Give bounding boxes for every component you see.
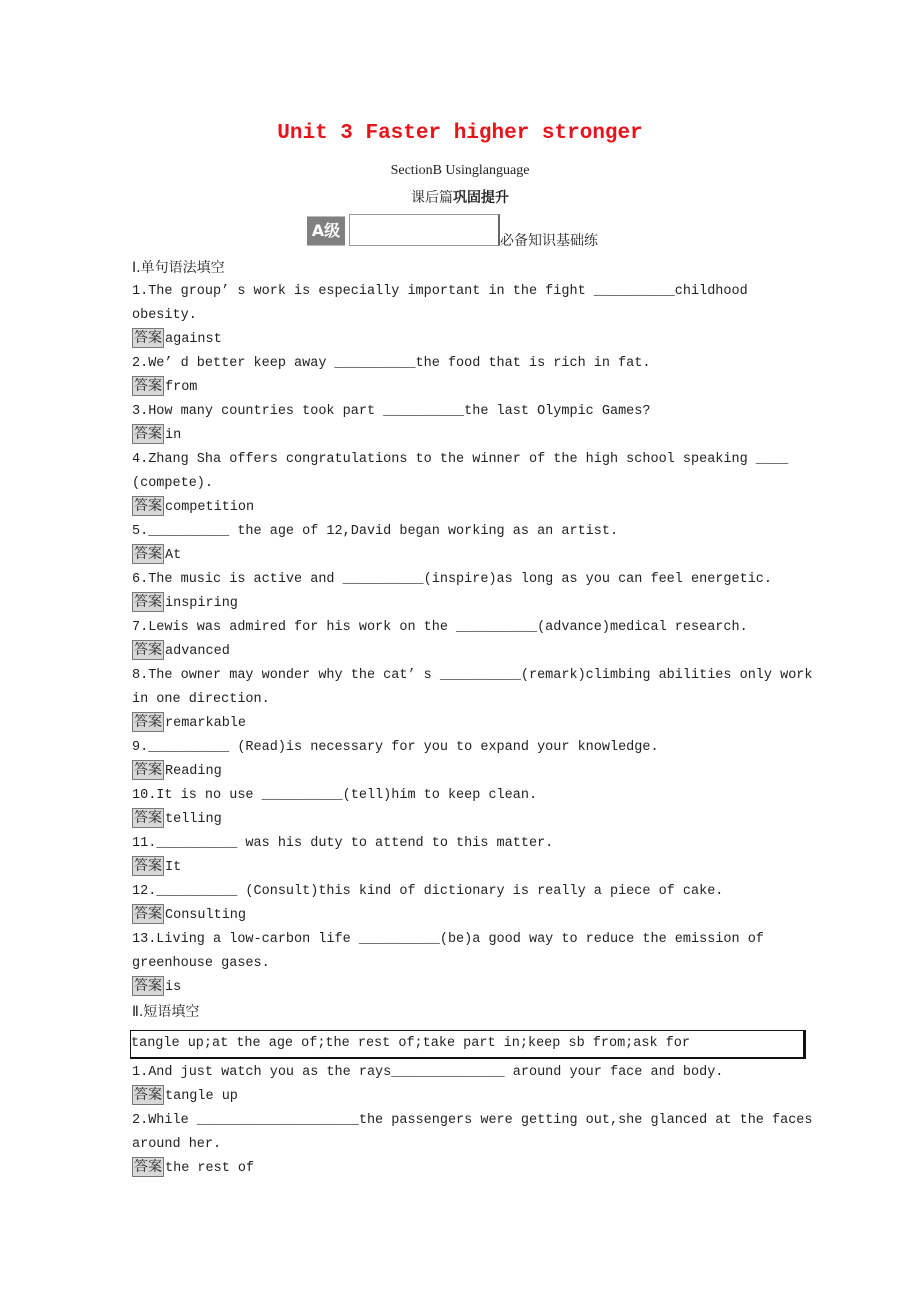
- question-line: (compete).: [132, 476, 214, 491]
- answer-text: from: [165, 380, 198, 395]
- question-line: in one direction.: [132, 692, 270, 707]
- level-banner: [307, 214, 497, 245]
- question-line: 8.The owner may wonder why the cat’ s __________(remark)climbing abilities only work: [132, 668, 813, 683]
- question-line: greenhouse gases.: [132, 956, 270, 971]
- answer-label: 答案: [134, 546, 162, 563]
- answer-text: It: [165, 860, 182, 875]
- answer-line: [132, 904, 802, 928]
- answer-line: [132, 496, 802, 520]
- answer-label: 答案: [134, 906, 162, 923]
- exercise-subtitle: [0, 187, 920, 207]
- question-line: 11.__________ was his duty to attend to this matter.: [132, 836, 554, 851]
- answer-text: Reading: [165, 764, 222, 779]
- question-line: 10.It is no use __________(tell)him to keep clean.: [132, 788, 538, 803]
- question-line: 13.Living a low-carbon life __________(be)a good way to reduce the emission of: [132, 932, 764, 947]
- question-line: 7.Lewis was admired for his work on the __________(advance)medical research.: [132, 620, 748, 635]
- question-line: 12.__________ (Consult)this kind of dictionary is really a piece of cake.: [132, 884, 724, 899]
- answer-label: 答案: [134, 498, 162, 515]
- answer-line: [132, 544, 802, 568]
- answer-text: remarkable: [165, 716, 247, 731]
- page-title: Unit 3 Faster higher stronger: [277, 122, 643, 145]
- level-label: 必备知识基础练: [500, 233, 598, 249]
- question-line: obesity.: [132, 308, 197, 323]
- answer-line: [132, 640, 802, 664]
- answer-label: 答案: [134, 858, 162, 875]
- answer-text: in: [165, 428, 182, 443]
- answer-text: tangle up: [165, 1089, 238, 1104]
- answer-text: Consulting: [165, 908, 247, 923]
- question-line: 2.While ____________________the passengers were getting out,she glanced at the faces: [132, 1113, 813, 1128]
- answer-line: [132, 1157, 802, 1181]
- word-box: tangle up;at the age of;the rest of;take part in;keep sb from;ask for: [130, 1030, 806, 1059]
- level-box: [349, 214, 500, 246]
- answer-text: is: [165, 980, 182, 995]
- question-line: 4.Zhang Sha offers congratulations to the winner of the high school speaking ____: [132, 452, 789, 467]
- level-badge: A级: [307, 216, 345, 246]
- question-line: 9.__________ (Read)is necessary for you to expand your knowledge.: [132, 740, 659, 755]
- answer-text: the rest of: [165, 1161, 255, 1176]
- answer-label: 答案: [134, 1087, 162, 1104]
- question-line: 1.The group’ s work is especially important in the fight __________childhood: [132, 284, 748, 299]
- answer-label: 答案: [134, 1159, 162, 1176]
- answer-line: [132, 1085, 802, 1109]
- answer-text: inspiring: [165, 596, 238, 611]
- subtitle-plain: 课后篇: [411, 190, 453, 206]
- answer-label: 答案: [134, 594, 162, 611]
- question-line: around her.: [132, 1137, 222, 1152]
- answer-text: against: [165, 332, 222, 347]
- answer-label: 答案: [134, 762, 162, 779]
- question-line: 6.The music is active and __________(inspire)as long as you can feel energetic.: [132, 572, 773, 587]
- answer-text: telling: [165, 812, 222, 827]
- question-line: 1.And just watch you as the rays______________ around your face and body.: [132, 1065, 724, 1080]
- answer-label: 答案: [134, 978, 162, 995]
- answer-text: At: [165, 548, 182, 563]
- answer-line: [132, 976, 802, 1000]
- section-heading: Ⅱ.短语填空: [132, 1004, 200, 1020]
- section-heading: Ⅰ.单句语法填空: [132, 260, 225, 276]
- answer-line: [132, 712, 802, 736]
- answer-line: [132, 376, 802, 400]
- answer-line: [132, 592, 802, 616]
- answer-text: competition: [165, 500, 255, 515]
- question-line: 3.How many countries took part __________the last Olympic Games?: [132, 404, 651, 419]
- answer-label: 答案: [134, 714, 162, 731]
- answer-label: 答案: [134, 330, 162, 347]
- exercise-content: [131, 256, 813, 1181]
- answer-line: [132, 424, 802, 448]
- answer-label: 答案: [134, 642, 162, 659]
- answer-line: [132, 856, 802, 880]
- answer-text: advanced: [165, 644, 230, 659]
- question-line: 2.We’ d better keep away __________the food that is rich in fat.: [132, 356, 651, 371]
- answer-line: [132, 808, 802, 832]
- answer-line: [132, 328, 802, 352]
- subtitle-bold: 巩固提升: [453, 190, 509, 206]
- question-line: 5.__________ the age of 12,David began working as an artist.: [132, 524, 619, 539]
- answer-label: 答案: [134, 378, 162, 395]
- section-subtitle: SectionB Usinglanguage: [390, 163, 530, 178]
- answer-line: [132, 760, 802, 784]
- answer-label: 答案: [134, 426, 162, 443]
- answer-label: 答案: [134, 810, 162, 827]
